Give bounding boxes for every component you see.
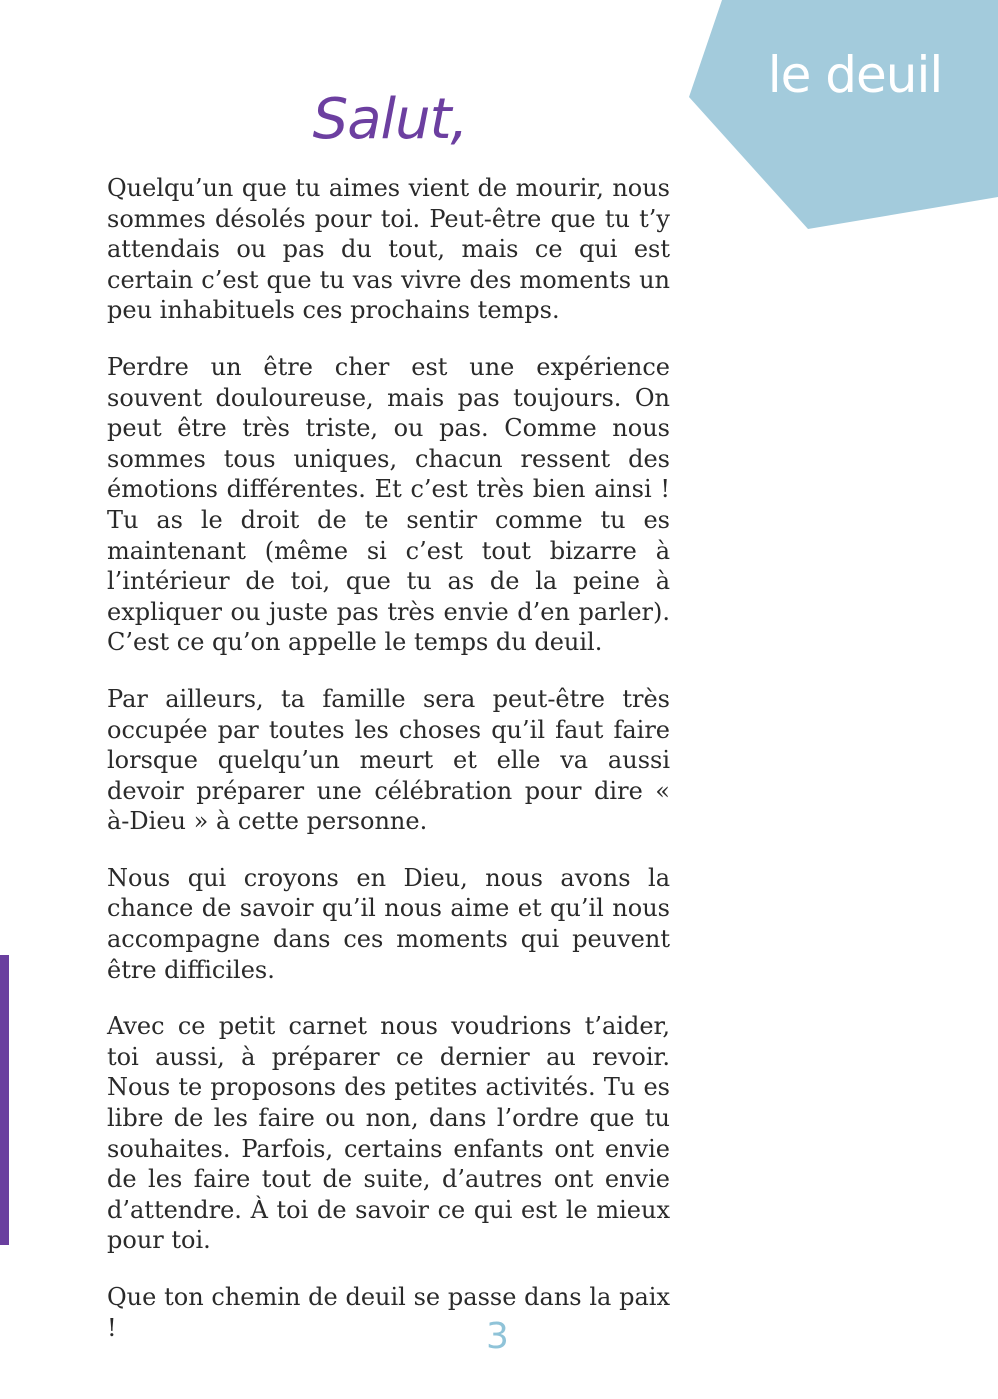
paragraph-intro: Quelqu’un que tu aimes vient de mourir, nous sommes désolés pour toi. Peut-être que tu t’y attendais ou pas du tout, mais ce qui est certain c’est que tu vas vivre des moments un peu inhabituels ces prochains temps. — [107, 174, 670, 325]
paragraph-closing: Que ton chemin de deuil se passe dans la paix ! — [107, 1283, 670, 1342]
banner-shape — [689, 0, 998, 229]
paragraph-grief: Perdre un être cher est une expérience souvent douloureuse, mais pas toujours. On peut être très triste, ou pas. Comme nous sommes tous uniques, chacun ressent des émotions différentes. Et c’est très bien ainsi ! Tu as le droit de te sentir comme tu es maintenant (même si c’est tout bizarre à l’intérieur de toi, que tu as de la peine à expliquer ou juste pas très envie d’en parler). C’est ce qu’on appelle le temps du deuil. — [107, 352, 670, 657]
page-number: 3 — [486, 1316, 509, 1357]
section-label: le deuil — [767, 46, 943, 104]
side-strip — [0, 955, 9, 1245]
body-text — [107, 173, 670, 1369]
paragraph-family: Par ailleurs, ta famille sera peut-être très occupée par toutes les choses qu’il faut faire lorsque quelqu’un meurt et elle va aussi devoir préparer une célébration pour dire « à-Dieu » à cette personne. — [107, 684, 670, 836]
paragraph-faith: Nous qui croyons en Dieu, nous avons la chance de savoir qu’il nous aime et qu’il nous accompagne dans ces moments qui peuvent être difficiles. — [107, 863, 670, 984]
page-title: Salut, — [312, 87, 468, 152]
paragraph-booklet: Avec ce petit carnet nous voudrions t’aider, toi aussi, à préparer ce dernier au revoir. Nous te proposons des petites activités. Tu es libre de les faire ou non, dans l’ordre que tu souhaites. Parfois, certains enfants ont envie de les faire tout de suite, d’autres ont envie d’attendre. À toi de savoir ce qui est le mieux pour toi. — [107, 1012, 670, 1255]
